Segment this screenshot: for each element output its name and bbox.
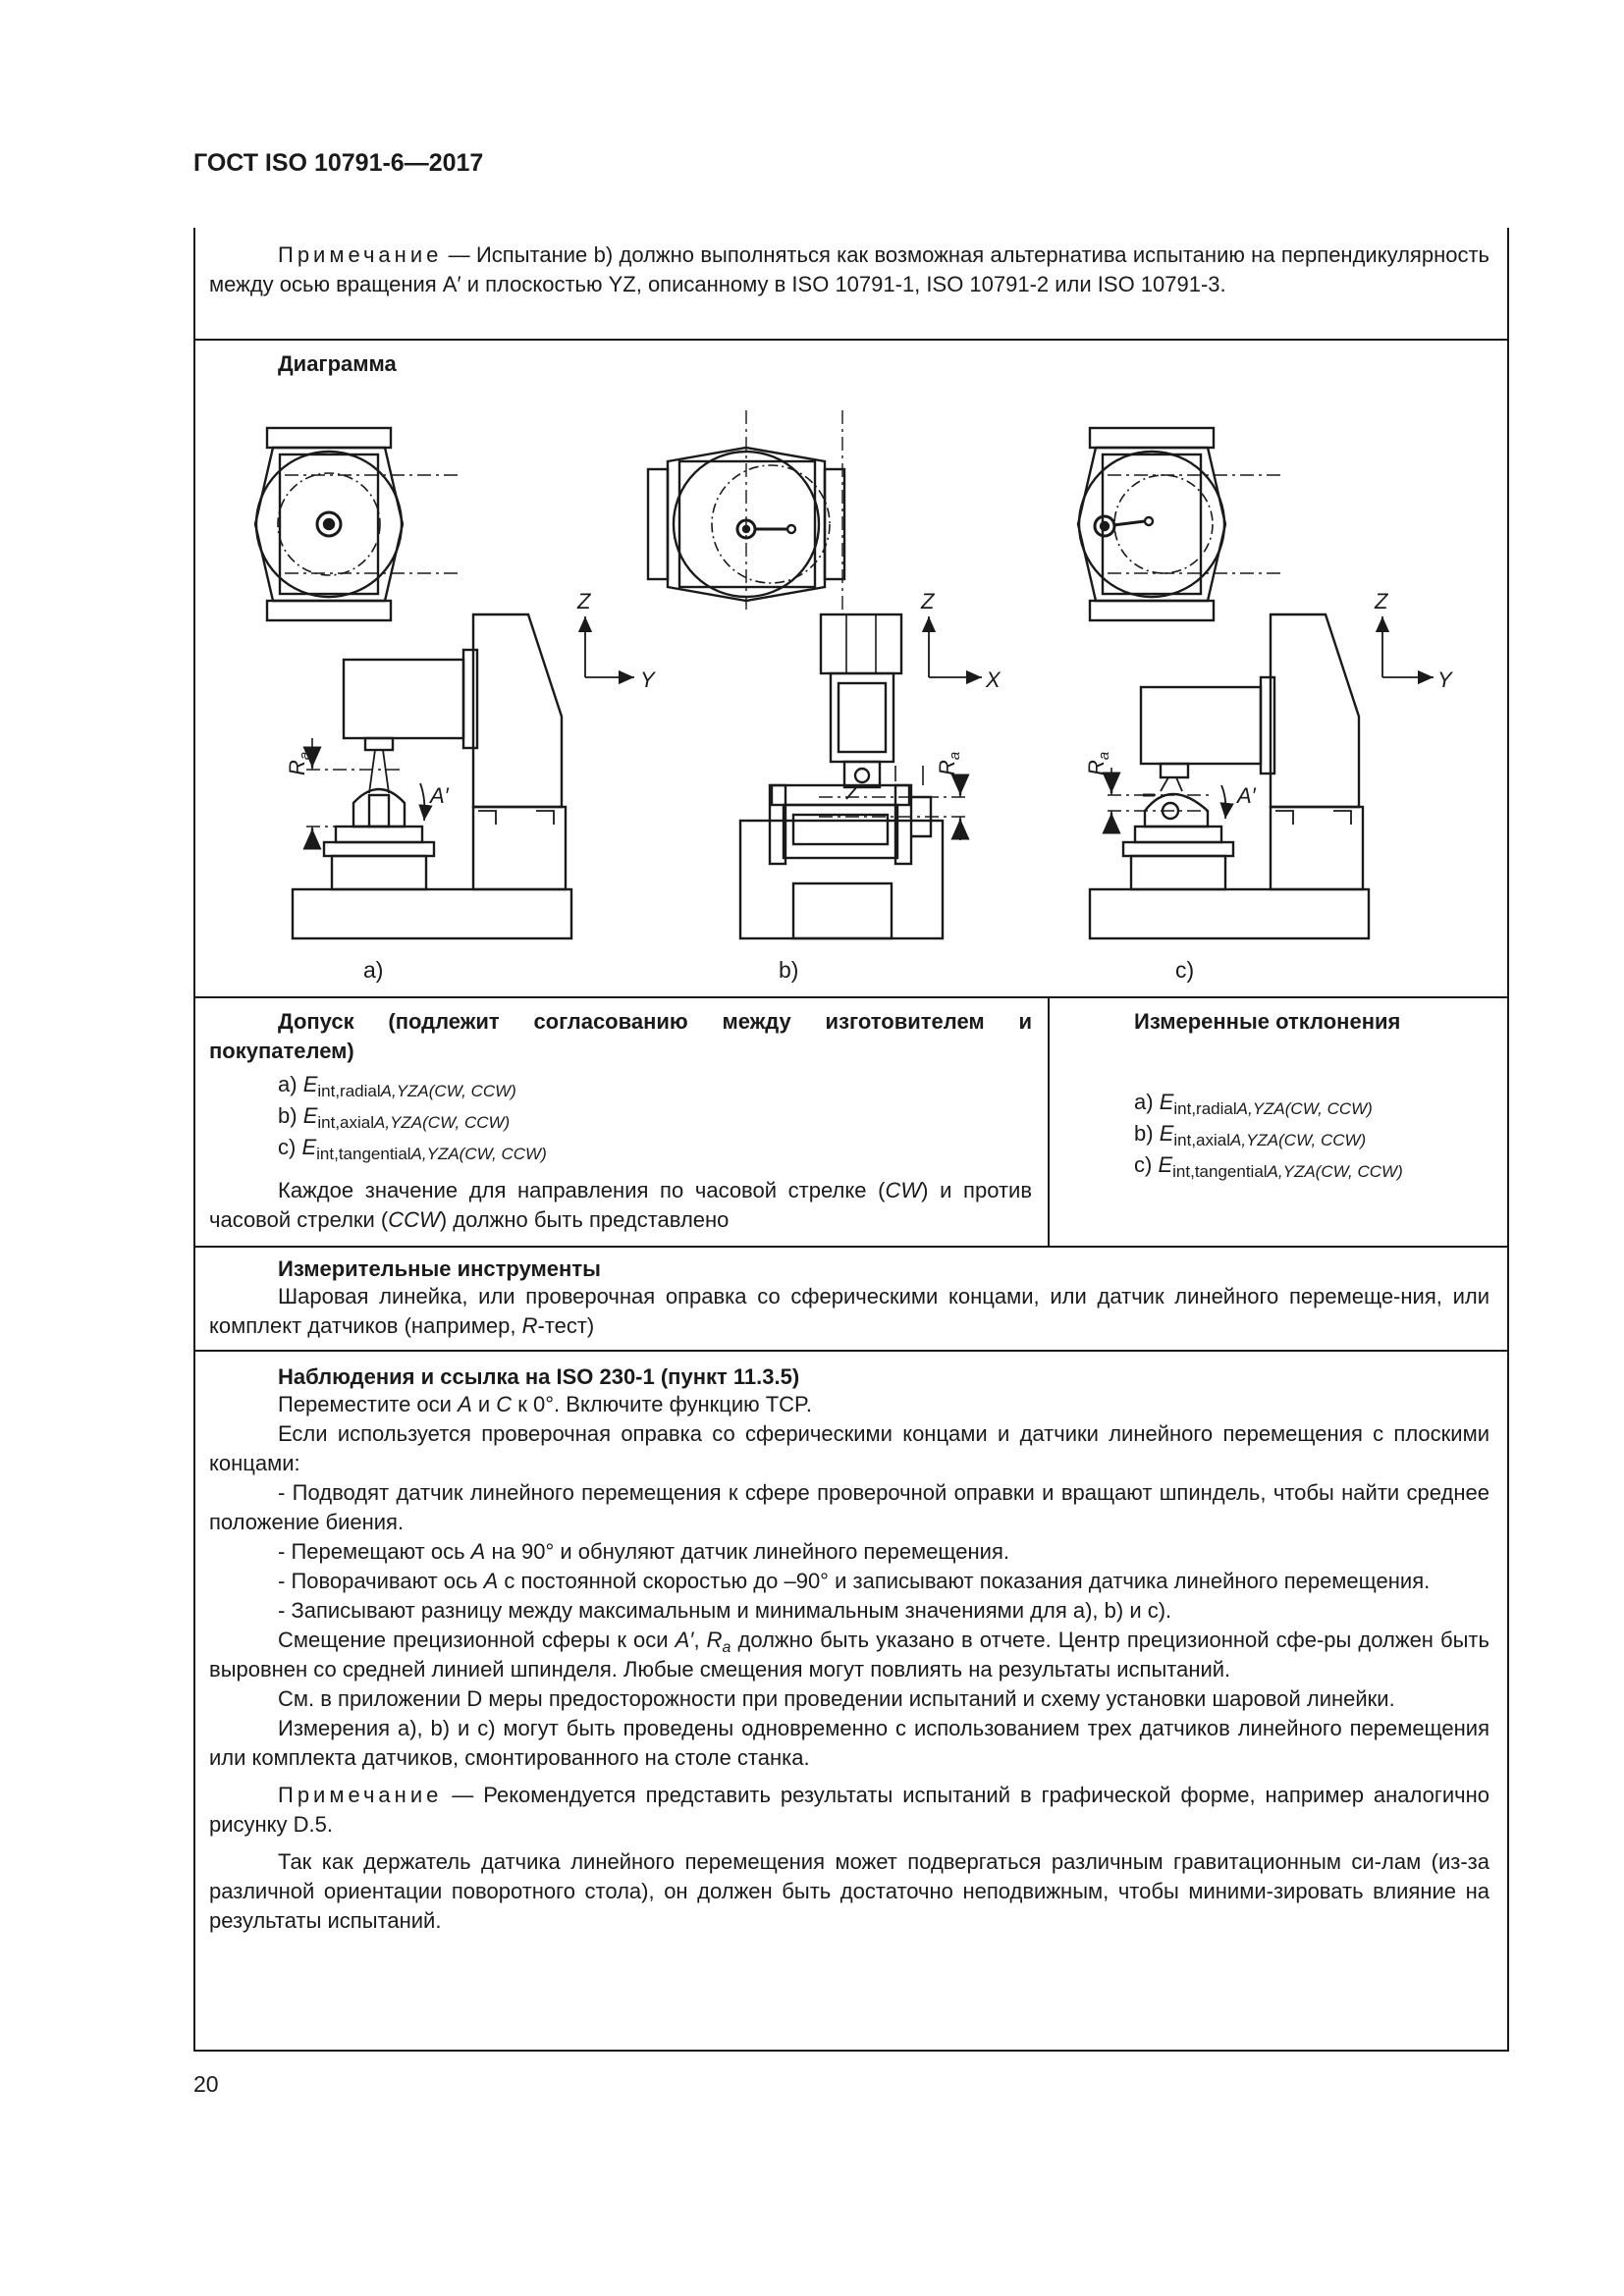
ra-label-a: $R_a$ (285, 751, 313, 775)
obs-para-2: Если используется проверочная оправка со сферическими концами и датчики линейного перемещения с плоскими концами: (209, 1421, 1489, 1475)
obs-line-1: Переместите оси A и C к 0°. Включите функцию TCP. (278, 1392, 812, 1416)
obs-para-10: Так как держатель датчика линейного перемещения может подвергаться различным гравитационным си-лам (из-за различной ориентации поворотного стола), он должен быть достаточно неподвижным, чтобы миними-зировать влияние на результаты испытаний. (209, 1849, 1489, 1933)
document-header: ГОСТ ISO 10791-6—2017 (193, 149, 484, 177)
note-1-text: — Испытание b) должно выполняться как возможная альтернатива испытанию на перпендикулярность между осью вращения A′ и плоскостью YZ, описанному в ISO 10791-1, ISO 10791-2 или ISO 10791-3. (209, 242, 1489, 296)
plan-view-c (1078, 428, 1281, 620)
instruments-heading: Измерительные инструменты (278, 1256, 601, 1281)
axis-y-c: Y (1437, 667, 1452, 692)
test-table (193, 228, 1509, 2052)
ra-label-c: $R_a$ (1084, 751, 1112, 775)
side-view-c (1090, 614, 1434, 938)
deviations-list (1134, 1088, 1403, 1182)
deviation-item-a: a) $E_{int,radialA,YZA(CW, CCW)}$ (1134, 1090, 1373, 1118)
a-prime-label-c: A′ (1237, 783, 1256, 808)
tolerance-item-b: b) $E_{int,axialA,YZA(CW, CCW)}$ (278, 1103, 511, 1132)
axis-z-b: Z (921, 589, 935, 614)
obs-para-5: - Поворачивают ось A с постоянной скоростью до –90° и записывают показания датчика линейного перемещения. (278, 1569, 1431, 1593)
obs-para-8: См. в приложении D меры предосторожности при проведении испытаний и схему установки шаровой линейки. (278, 1686, 1395, 1711)
tolerance-item-c: c) $E_{int,tangentialA,YZA(CW, CCW)}$ (278, 1135, 547, 1163)
obs-para-9: Измерения a), b) и c) могут быть проведены одновременно с использованием трех датчиков линейного перемещения или комплекта датчиков, смонтированного на столе станка. (209, 1716, 1489, 1770)
observations-body (209, 1390, 1489, 1936)
obs-para-3: - Подводят датчик линейного перемещения к сфере проверочной оправки и вращают шпиндель, чтобы найти среднее положение биения. (209, 1480, 1489, 1534)
tolerance-item-a: a) $E_{int,radialA,YZA(CW, CCW)}$ (278, 1072, 516, 1100)
axis-z-c: Z (1375, 589, 1388, 614)
side-view-a (293, 614, 634, 938)
caption-b: b) (779, 957, 799, 983)
ra-label-b: $R_a$ (935, 751, 963, 775)
caption-c: c) (1175, 957, 1195, 983)
tolerance-note: Каждое значение для направления по часовой стрелке (CW) и против часовой стрелки (CCW) должно быть представлено (209, 1178, 1033, 1232)
caption-a: a) (363, 957, 384, 983)
plan-view-a (255, 428, 461, 620)
note-1 (209, 240, 1489, 299)
a-prime-label-a: A′ (430, 783, 449, 808)
axis-x-b: X (986, 667, 1001, 692)
page-number: 20 (193, 2071, 219, 2097)
deviations-heading: Измеренные отклонения (1134, 1009, 1401, 1034)
tolerance-heading: Допуск (подлежит согласованию между изготовителем и покупателем) (209, 1009, 1032, 1063)
axis-y-a: Y (640, 667, 655, 692)
note-2: Примечание — Рекомендуется представить результаты испытаний в графической форме, например аналогично рисунку D.5. (209, 1783, 1489, 1837)
note-1-label: Примечание (278, 242, 443, 267)
tolerance-list (278, 1070, 547, 1164)
side-view-b (740, 614, 982, 938)
diagram-heading: Диаграмма (278, 351, 397, 376)
deviation-item-c: c) $E_{int,tangentialA,YZA(CW, CCW)}$ (1134, 1152, 1403, 1181)
obs-para-4: - Перемещают ось A на 90° и обнуляют датчик линейного перемещения. (278, 1539, 1009, 1564)
deviation-item-b: b) $E_{int,axialA,YZA(CW, CCW)}$ (1134, 1121, 1367, 1149)
axis-z-a: Z (577, 589, 591, 614)
obs-para-6: - Записывают разницу между максимальным и минимальным значениями для a), b) и c). (278, 1598, 1172, 1623)
diagram-figure (193, 385, 1509, 993)
obs-para-7: Смещение прецизионной сферы к оси A′, $R_a$ должно быть указано в отчете. Центр прецизионной сфе-ры должен быть выровнен со средней линией шпинделя. Любые смещения могут повлиять на результаты испытаний. (209, 1628, 1489, 1682)
observations-heading: Наблюдения и ссылка на ISO 230-1 (пункт 11.3.5) (278, 1364, 800, 1389)
plan-view-b (648, 410, 844, 614)
instruments-text: Шаровая линейка, или проверочная оправка со сферическими концами, или датчик линейного перемеще-ния, или комплект датчиков (например, R-тест) (209, 1284, 1489, 1338)
